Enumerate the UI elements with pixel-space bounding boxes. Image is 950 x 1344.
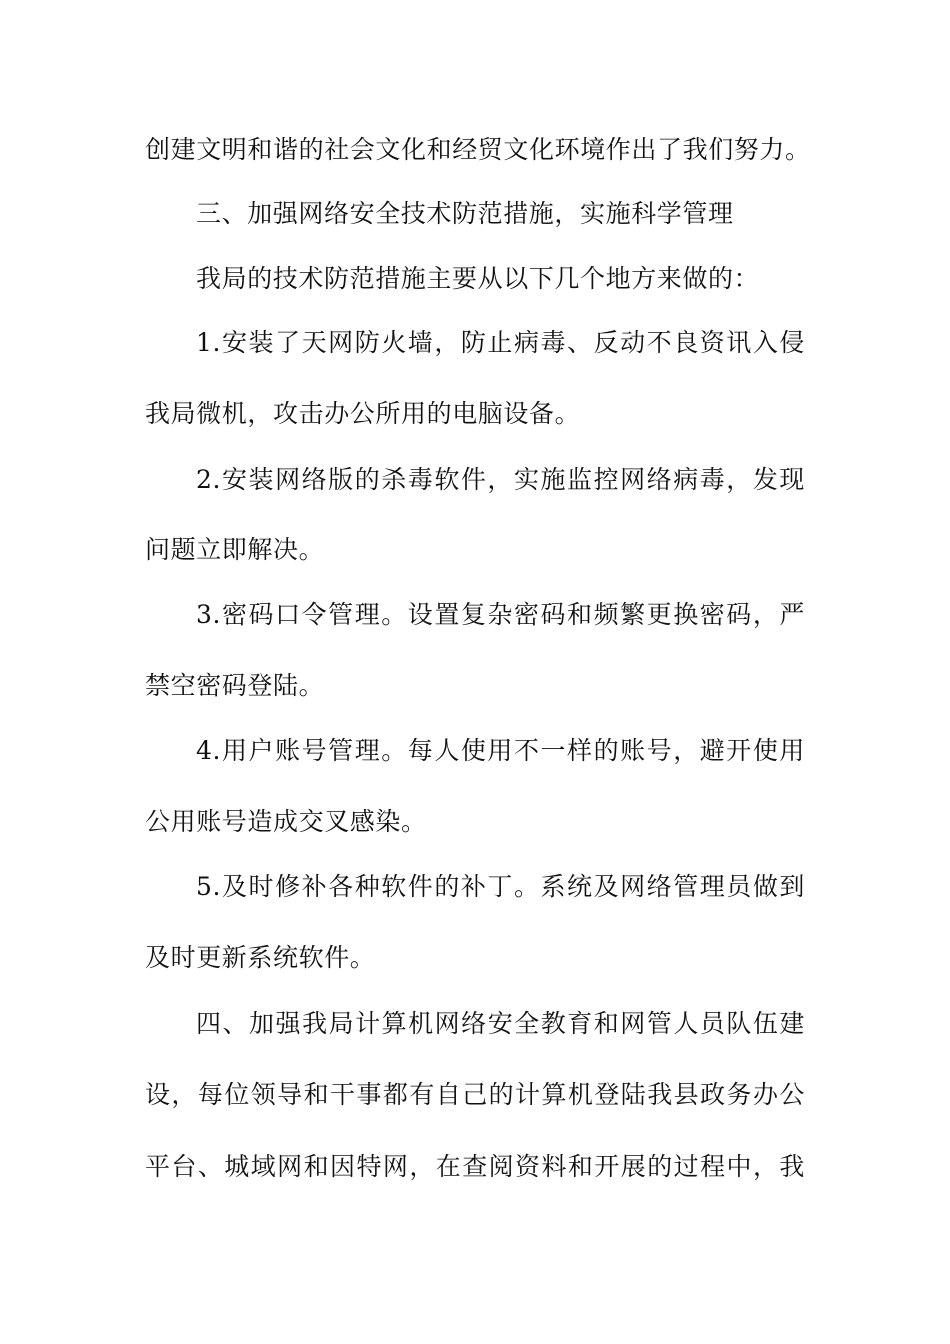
- list-item-5: 5.及时修补各种软件的补丁。系统及网络管理员做到: [196, 872, 805, 901]
- text-line: 我局微机，攻击办公所用的电脑设备。: [145, 399, 581, 428]
- text-line: 公用账号造成交叉感染。: [145, 807, 427, 836]
- text-line: 设，每位领导和干事都有自己的计算机登陆我县政务办公: [145, 1080, 805, 1109]
- list-item-3: 3.密码口令管理。设置复杂密码和频繁更换密码，严: [196, 600, 805, 629]
- text-line: 平台、城域网和因特网，在查阅资料和开展的过程中，我: [145, 1152, 805, 1181]
- text-line: 禁空密码登陆。: [145, 671, 325, 700]
- text-line: 我局的技术防范措施主要从以下几个地方来做的：: [196, 264, 760, 293]
- section-heading: 四、加强我局计算机网络安全教育和网管人员队伍建: [196, 1009, 805, 1038]
- section-heading: 三、加强网络安全技术防范措施，实施科学管理: [196, 199, 734, 228]
- text-line: 问题立即解决。: [145, 535, 325, 564]
- list-item-1: 1.安装了天网防火墙，防止病毒、反动不良资讯入侵: [196, 328, 805, 357]
- list-item-4: 4.用户账号管理。每人使用不一样的账号，避开使用: [196, 736, 805, 765]
- text-line: 创建文明和谐的社会文化和经贸文化环境作出了我们努力。: [145, 135, 811, 164]
- text-line: 及时更新系统软件。: [145, 943, 376, 972]
- list-item-2: 2.安装网络版的杀毒软件，实施监控网络病毒，发现: [196, 465, 805, 494]
